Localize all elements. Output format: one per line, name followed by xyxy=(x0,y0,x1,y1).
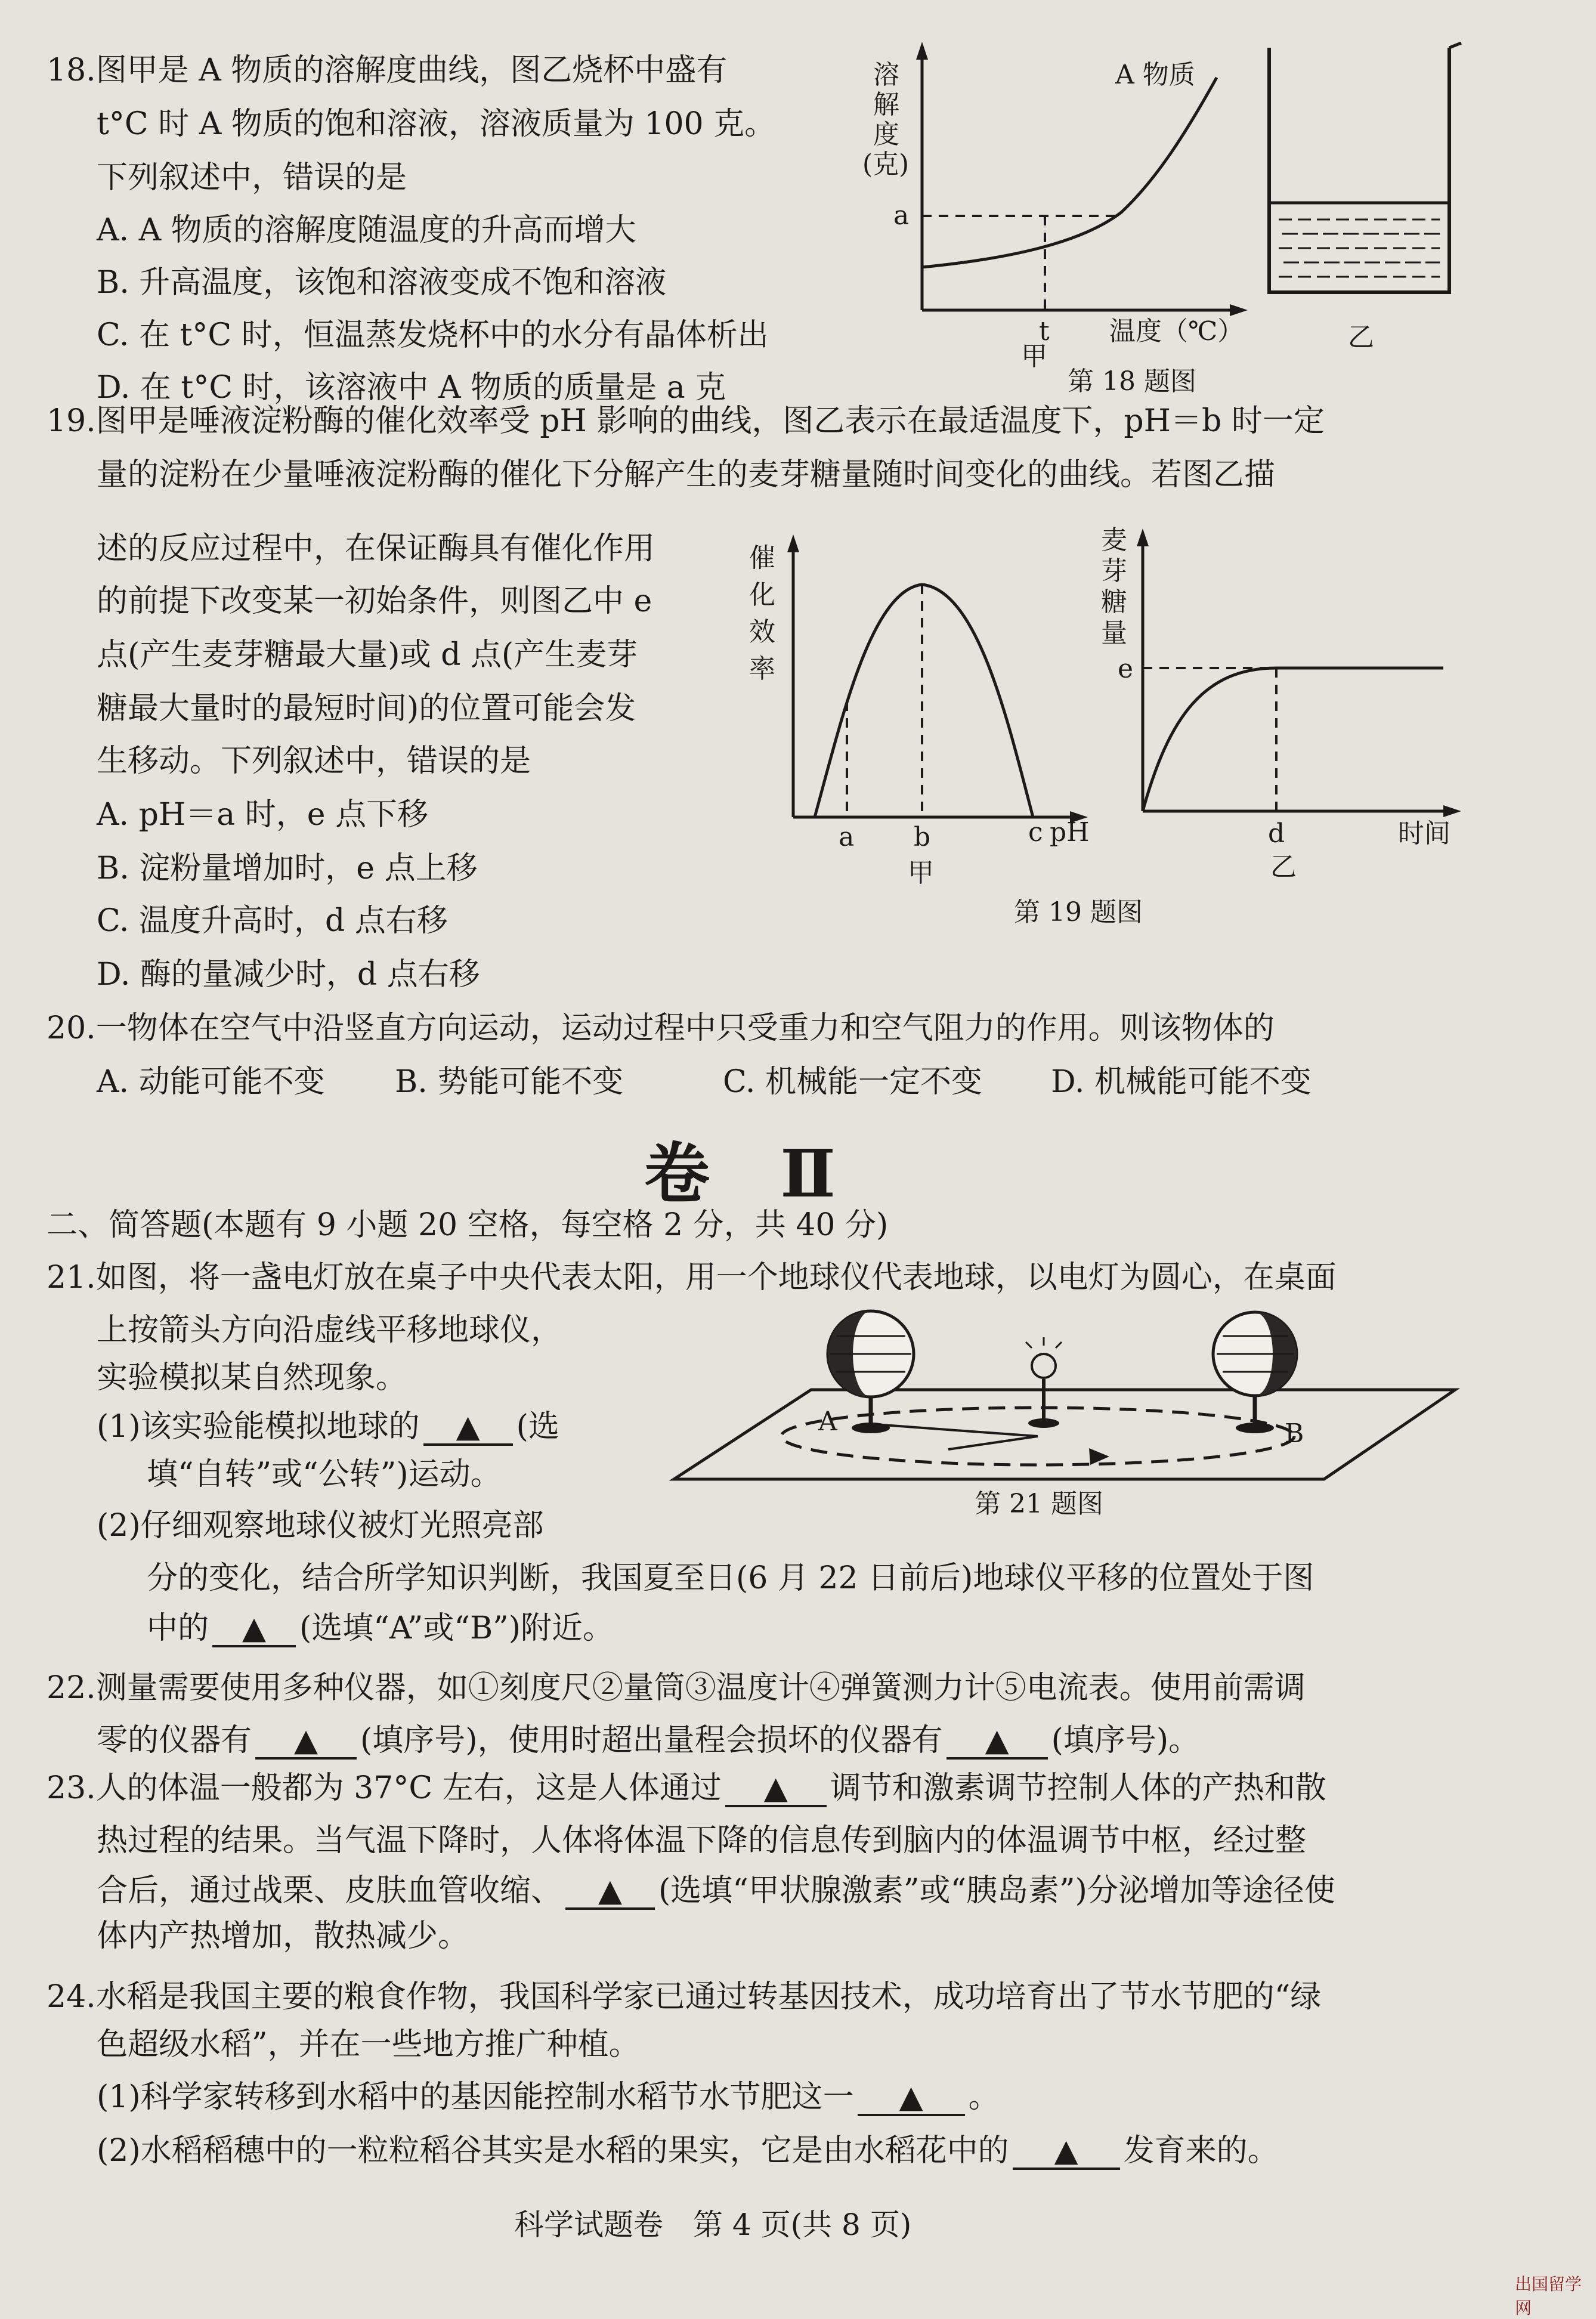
q21-part1-line1: (1)该实验能模拟地球的 ▲ (选 xyxy=(97,1409,559,1445)
q19-yi-ylabel-2: 芽 xyxy=(1101,556,1127,586)
watermark-logo: 出国留学网 xyxy=(1515,2274,1582,2318)
q19-line-3: 述的反应过程中，在保证酶具有催化作用 xyxy=(97,531,655,567)
q24-blank-2[interactable]: ▲ xyxy=(1013,2134,1120,2170)
q21-part1-line2: 填“自转”或“公转”)运动。 xyxy=(147,1457,502,1492)
q22-line-1: 22.测量需要使用多种仪器，如①刻度尺②量筒③温度计④弹簧测力计⑤电流表。使用前需调 xyxy=(47,1670,1306,1706)
q19-label-c: c xyxy=(1028,817,1043,848)
q18-ylabel-4: (克) xyxy=(862,149,910,180)
q21-lamp xyxy=(1026,1337,1062,1428)
q18-option-d: D. 在 t°C 时，该溶液中 A 物质的质量是 a 克 xyxy=(97,370,726,406)
q19-option-c: C. 温度升高时，d 点右移 xyxy=(97,903,448,939)
q24-line-2: 色超级水稻”，并在一些地方推广种植。 xyxy=(97,2027,640,2063)
q19-label-b: b xyxy=(914,822,931,852)
q20-option-a: A. 动能可能不变 xyxy=(97,1064,325,1100)
q19-line-7: 生移动。下列叙述中，错误的是 xyxy=(97,743,531,779)
q21-label-b: B xyxy=(1285,1418,1304,1449)
q21-blank-1[interactable]: ▲ xyxy=(423,1410,513,1446)
page-footer: 科学试题卷 第 4 页(共 8 页) xyxy=(514,2207,912,2242)
q20-option-d: D. 机械能可能不变 xyxy=(1051,1064,1312,1100)
q21-orbit-diagram xyxy=(668,1300,1467,1491)
q18-y-arrow xyxy=(916,42,928,60)
q19-option-b: B. 淀粉量增加时，e 点上移 xyxy=(97,851,478,886)
q21-table xyxy=(674,1390,1455,1479)
q21-part2-line3: 中的 ▲ (选填“A”或“B”)附近。 xyxy=(147,1610,614,1646)
q19-label-e: e xyxy=(1118,654,1134,684)
q18-yi: 乙 xyxy=(1348,322,1374,353)
section2-title: 二、简答题(本题有 9 小题 20 空格，每空格 2 分，共 40 分) xyxy=(47,1207,889,1243)
q22-line-2: 零的仪器有 ▲ (填序号)，使用时超出量程会损坏的仪器有 ▲ (填序号)。 xyxy=(97,1723,1200,1758)
q24-line-1: 24.水稻是我国主要的粮食作物，我国科学家已通过转基因技术，成功培育出了节水节肥的“绿 xyxy=(47,1979,1322,2015)
q19-yi-ylabel-1: 麦 xyxy=(1101,525,1127,555)
q21-part2-line1: (2)仔细观察地球仪被灯光照亮部 xyxy=(97,1508,544,1544)
q23-line-4: 体内产热增加，散热减少。 xyxy=(97,1918,469,1954)
q21-label-a: A xyxy=(818,1406,837,1437)
q18-ylabel-3: 度 xyxy=(873,119,899,150)
q19-line-1: 19.图甲是唾液淀粉酶的催化效率受 pH 影响的曲线，图乙表示在最适温度下，pH＝b 时一定 xyxy=(47,403,1325,439)
q19-yi-ylabel-4: 量 xyxy=(1101,618,1127,648)
q19-line-2: 量的淀粉在少量唾液淀粉酶的催化下分解产生的麦芽糖量随时间变化的曲线。若图乙描 xyxy=(97,457,1276,493)
q21-line-1: 21.如图，将一盏电灯放在桌子中央代表太阳，用一个地球仪代表地球，以电灯为圆心，在桌面 xyxy=(47,1260,1337,1295)
q23-blank-1[interactable]: ▲ xyxy=(725,1771,827,1807)
q19-yi-curve xyxy=(1143,668,1443,811)
q19-line-6: 糖最大量时的最短时间)的位置可能会发 xyxy=(97,691,636,726)
q19-label-time: 时间 xyxy=(1398,818,1450,849)
q20-option-c: C. 机械能一定不变 xyxy=(723,1064,982,1100)
q19-line-4: 的前提下改变某一初始条件，则图乙中 e xyxy=(97,583,652,619)
q18-ylabel-1: 溶 xyxy=(873,60,899,90)
q19-line-5: 点(产生麦芽糖最大量)或 d 点(产生麦芽 xyxy=(97,637,638,673)
q23-line-1: 23.人的体温一般都为 37°C 左右，这是人体通过 ▲ 调节和激素调节控制人体的产热和散 xyxy=(47,1770,1326,1806)
q19-jia-ylabel-2: 化 xyxy=(749,580,775,610)
q21-line-3: 实验模拟某自然现象。 xyxy=(97,1360,407,1396)
q23-line-3: 合后，通过战栗、皮肤血管收缩、 ▲ (选填“甲状腺激素”或“胰岛素”)分泌增加等途径使 xyxy=(97,1873,1335,1909)
q18-xlabel: 温度（℃） xyxy=(1109,316,1244,347)
q18-line-1: 18.图甲是 A 物质的溶解度曲线，图乙烧杯中盛有 xyxy=(47,52,728,88)
q21-globe-b xyxy=(1213,1312,1297,1433)
q20-option-b: B. 势能可能不变 xyxy=(395,1064,624,1100)
q23-line-2: 热过程的结果。当气温下降时，人体将体温下降的信息传到脑内的体温调节中枢，经过整 xyxy=(97,1823,1307,1859)
q18-label-a: a xyxy=(893,200,910,231)
q18-option-c: C. 在 t°C 时，恒温蒸发烧杯中的水分有晶体析出 xyxy=(97,317,769,353)
q19-jia-ylabel-4: 率 xyxy=(749,654,775,684)
q22-blank-2[interactable]: ▲ xyxy=(947,1724,1048,1760)
q19-jia-ylabel-1: 催 xyxy=(749,543,775,573)
q19-maltose-chart xyxy=(1103,519,1473,889)
q21-blank-2[interactable]: ▲ xyxy=(212,1612,296,1647)
q18-option-a: A. A 物质的溶解度随温度的升高而增大 xyxy=(97,212,636,248)
q18-curve-label: A 物质 xyxy=(1115,60,1195,90)
q21-globe-a xyxy=(828,1311,914,1433)
q19-option-d: D. 酶的量减少时，d 点右移 xyxy=(97,957,480,992)
q18-solubility-chart xyxy=(883,36,1264,370)
q19-label-ph: pH xyxy=(1050,817,1090,848)
q21-part2-line2: 分的变化，结合所学知识判断，我国夏至日(6 月 22 日前后)地球仪平移的位置处于图 xyxy=(147,1560,1314,1596)
q23-blank-2[interactable]: ▲ xyxy=(565,1874,655,1910)
q18-caption: 第 18 题图 xyxy=(1068,366,1196,397)
section-heading: 卷 Ⅱ xyxy=(644,1135,860,1212)
q19-label-d: d xyxy=(1268,818,1285,849)
q18-ylabel-2: 解 xyxy=(873,89,899,120)
q21-line-2: 上按箭头方向沿虚线平移地球仪， xyxy=(97,1312,562,1348)
q18-x-arrow xyxy=(1230,304,1248,316)
q20-stem: 20.一物体在空气中沿竖直方向运动，运动过程中只受重力和空气阻力的作用。则该物体的 xyxy=(47,1010,1275,1046)
q18-label-t: t xyxy=(1039,316,1050,347)
q24-blank-1[interactable]: ▲ xyxy=(858,2080,965,2116)
q18-jia: 甲 xyxy=(1021,341,1047,370)
q19-caption: 第 19 题图 xyxy=(1014,897,1143,927)
q18-option-b: B. 升高温度，该饱和溶液变成不饱和溶液 xyxy=(97,265,667,301)
q22-blank-1[interactable]: ▲ xyxy=(255,1724,357,1760)
q19-yi-ylabel-3: 糖 xyxy=(1101,587,1127,617)
q18-curve xyxy=(922,78,1217,267)
q18-line-3: 下列叙述中，错误的是 xyxy=(97,160,407,196)
q19-jia-curve xyxy=(815,585,1033,817)
q19-yi: 乙 xyxy=(1270,852,1297,882)
q18-beaker xyxy=(1258,42,1473,358)
q21-caption: 第 21 题图 xyxy=(975,1489,1103,1519)
q19-jia-ylabel-3: 效 xyxy=(749,617,775,647)
q19-label-a: a xyxy=(839,822,855,852)
q19-option-a: A. pH＝a 时，e 点下移 xyxy=(97,797,429,833)
q18-line-2: t°C 时 A 物质的饱和溶液，溶液质量为 100 克。 xyxy=(97,106,776,142)
q19-jia: 甲 xyxy=(908,858,934,888)
q24-part2: (2)水稻稻穗中的一粒粒稻谷其实是水稻的果实，它是由水稻花中的 ▲ 发育来的。 xyxy=(97,2133,1279,2169)
q24-part1: (1)科学家转移到水稻中的基因能控制水稻节水节肥这一 ▲ 。 xyxy=(97,2079,1000,2115)
